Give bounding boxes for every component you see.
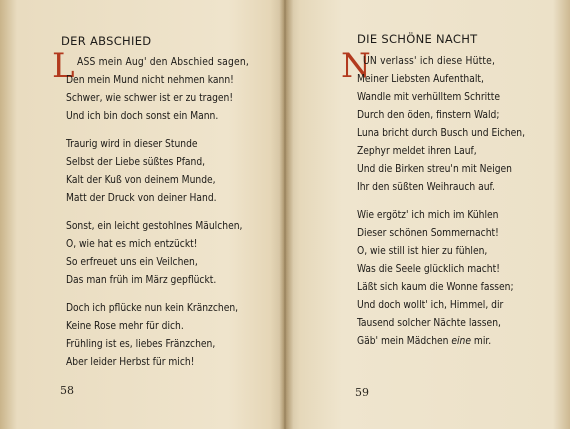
poem-line: Kalt der Kuß von deinem Munde, <box>66 175 216 186</box>
poem-line: Wandle mit verhülltem Schritte <box>357 92 500 103</box>
poem-line: Und doch wollt' ich, Himmel, dir <box>357 300 504 311</box>
stanza-break <box>66 126 249 136</box>
poem-line: Was die Seele glücklich macht! <box>357 264 500 275</box>
poem-line: Zephyr meldet ihren Lauf, <box>357 146 477 157</box>
stanza-break <box>66 208 249 218</box>
right-page <box>285 0 570 429</box>
poem-line: Tausend solcher Nächte lassen, <box>357 318 501 329</box>
poem-line: Das man früh im März gepflückt. <box>66 275 217 286</box>
poem-line: So erfreuet uns ein Veilchen, <box>66 257 198 268</box>
poem-line: Meiner Liebsten Aufenthalt, <box>357 74 484 85</box>
poem-line: Durch den öden, finstern Wald; <box>357 110 500 121</box>
stanza-break <box>357 197 525 207</box>
poem-line: Ihr den süßten Weihrauch auf. <box>357 182 495 193</box>
right-poem-title: DIE SCHÖNE NACHT <box>357 32 478 46</box>
poem-line: Doch ich pflücke nun kein Kränzchen, <box>66 303 239 314</box>
poem-line: Keine Rose mehr für dich. <box>66 321 184 332</box>
poem-line: Wie ergötz' ich mich im Kühlen <box>357 210 499 221</box>
poem-first-line: ASS mein Aug' den Abschied sagen, <box>77 57 249 68</box>
poem-last-line-start: Gäb' mein Mädchen <box>357 336 452 347</box>
poem-line: Dieser schönen Sommernacht! <box>357 228 499 239</box>
poem-line: Traurig wird in dieser Stunde <box>66 139 198 150</box>
right-page-number: 59 <box>355 386 369 399</box>
poem-line <box>357 53 525 71</box>
poem-last-line-end: mir. <box>471 336 492 347</box>
left-poem <box>66 54 249 372</box>
poem-line: Sonst, ein leicht gestohlnes Mäulchen, <box>66 221 243 232</box>
poem-line: Und die Birken streu'n mit Neigen <box>357 164 512 175</box>
poem-line: Aber leider Herbst für mich! <box>66 357 195 368</box>
poem-emphasis: eine <box>451 336 471 347</box>
left-dropcap: L <box>52 46 75 86</box>
poem-line: Frühling ist es, liebes Fränzchen, <box>66 339 216 350</box>
poem-line: Den mein Mund nicht nehmen kann! <box>66 75 234 86</box>
poem-first-line: UN verlass' ich diese Hütte, <box>363 56 496 67</box>
poem-line <box>66 54 249 72</box>
poem-line: Selbst der Liebe süßtes Pfand, <box>66 157 206 168</box>
poem-line: O, wie still ist hier zu fühlen, <box>357 246 488 257</box>
poem-line: Und ich bin doch sonst ein Mann. <box>66 111 219 122</box>
right-poem <box>357 53 525 351</box>
poem-line: Schwer, wie schwer ist er zu tragen! <box>66 93 234 104</box>
left-page-number: 58 <box>60 384 74 397</box>
poem-line <box>357 333 525 351</box>
poem-line: Läßt sich kaum die Wonne fassen; <box>357 282 514 293</box>
poem-line: O, wie hat es mich entzückt! <box>66 239 198 250</box>
left-poem-title: DER ABSCHIED <box>61 34 152 48</box>
right-dropcap: N <box>341 46 371 86</box>
poem-line: Matt der Druck von deiner Hand. <box>66 193 217 204</box>
stanza-break <box>66 290 249 300</box>
poem-line: Luna bricht durch Busch und Eichen, <box>357 128 526 139</box>
